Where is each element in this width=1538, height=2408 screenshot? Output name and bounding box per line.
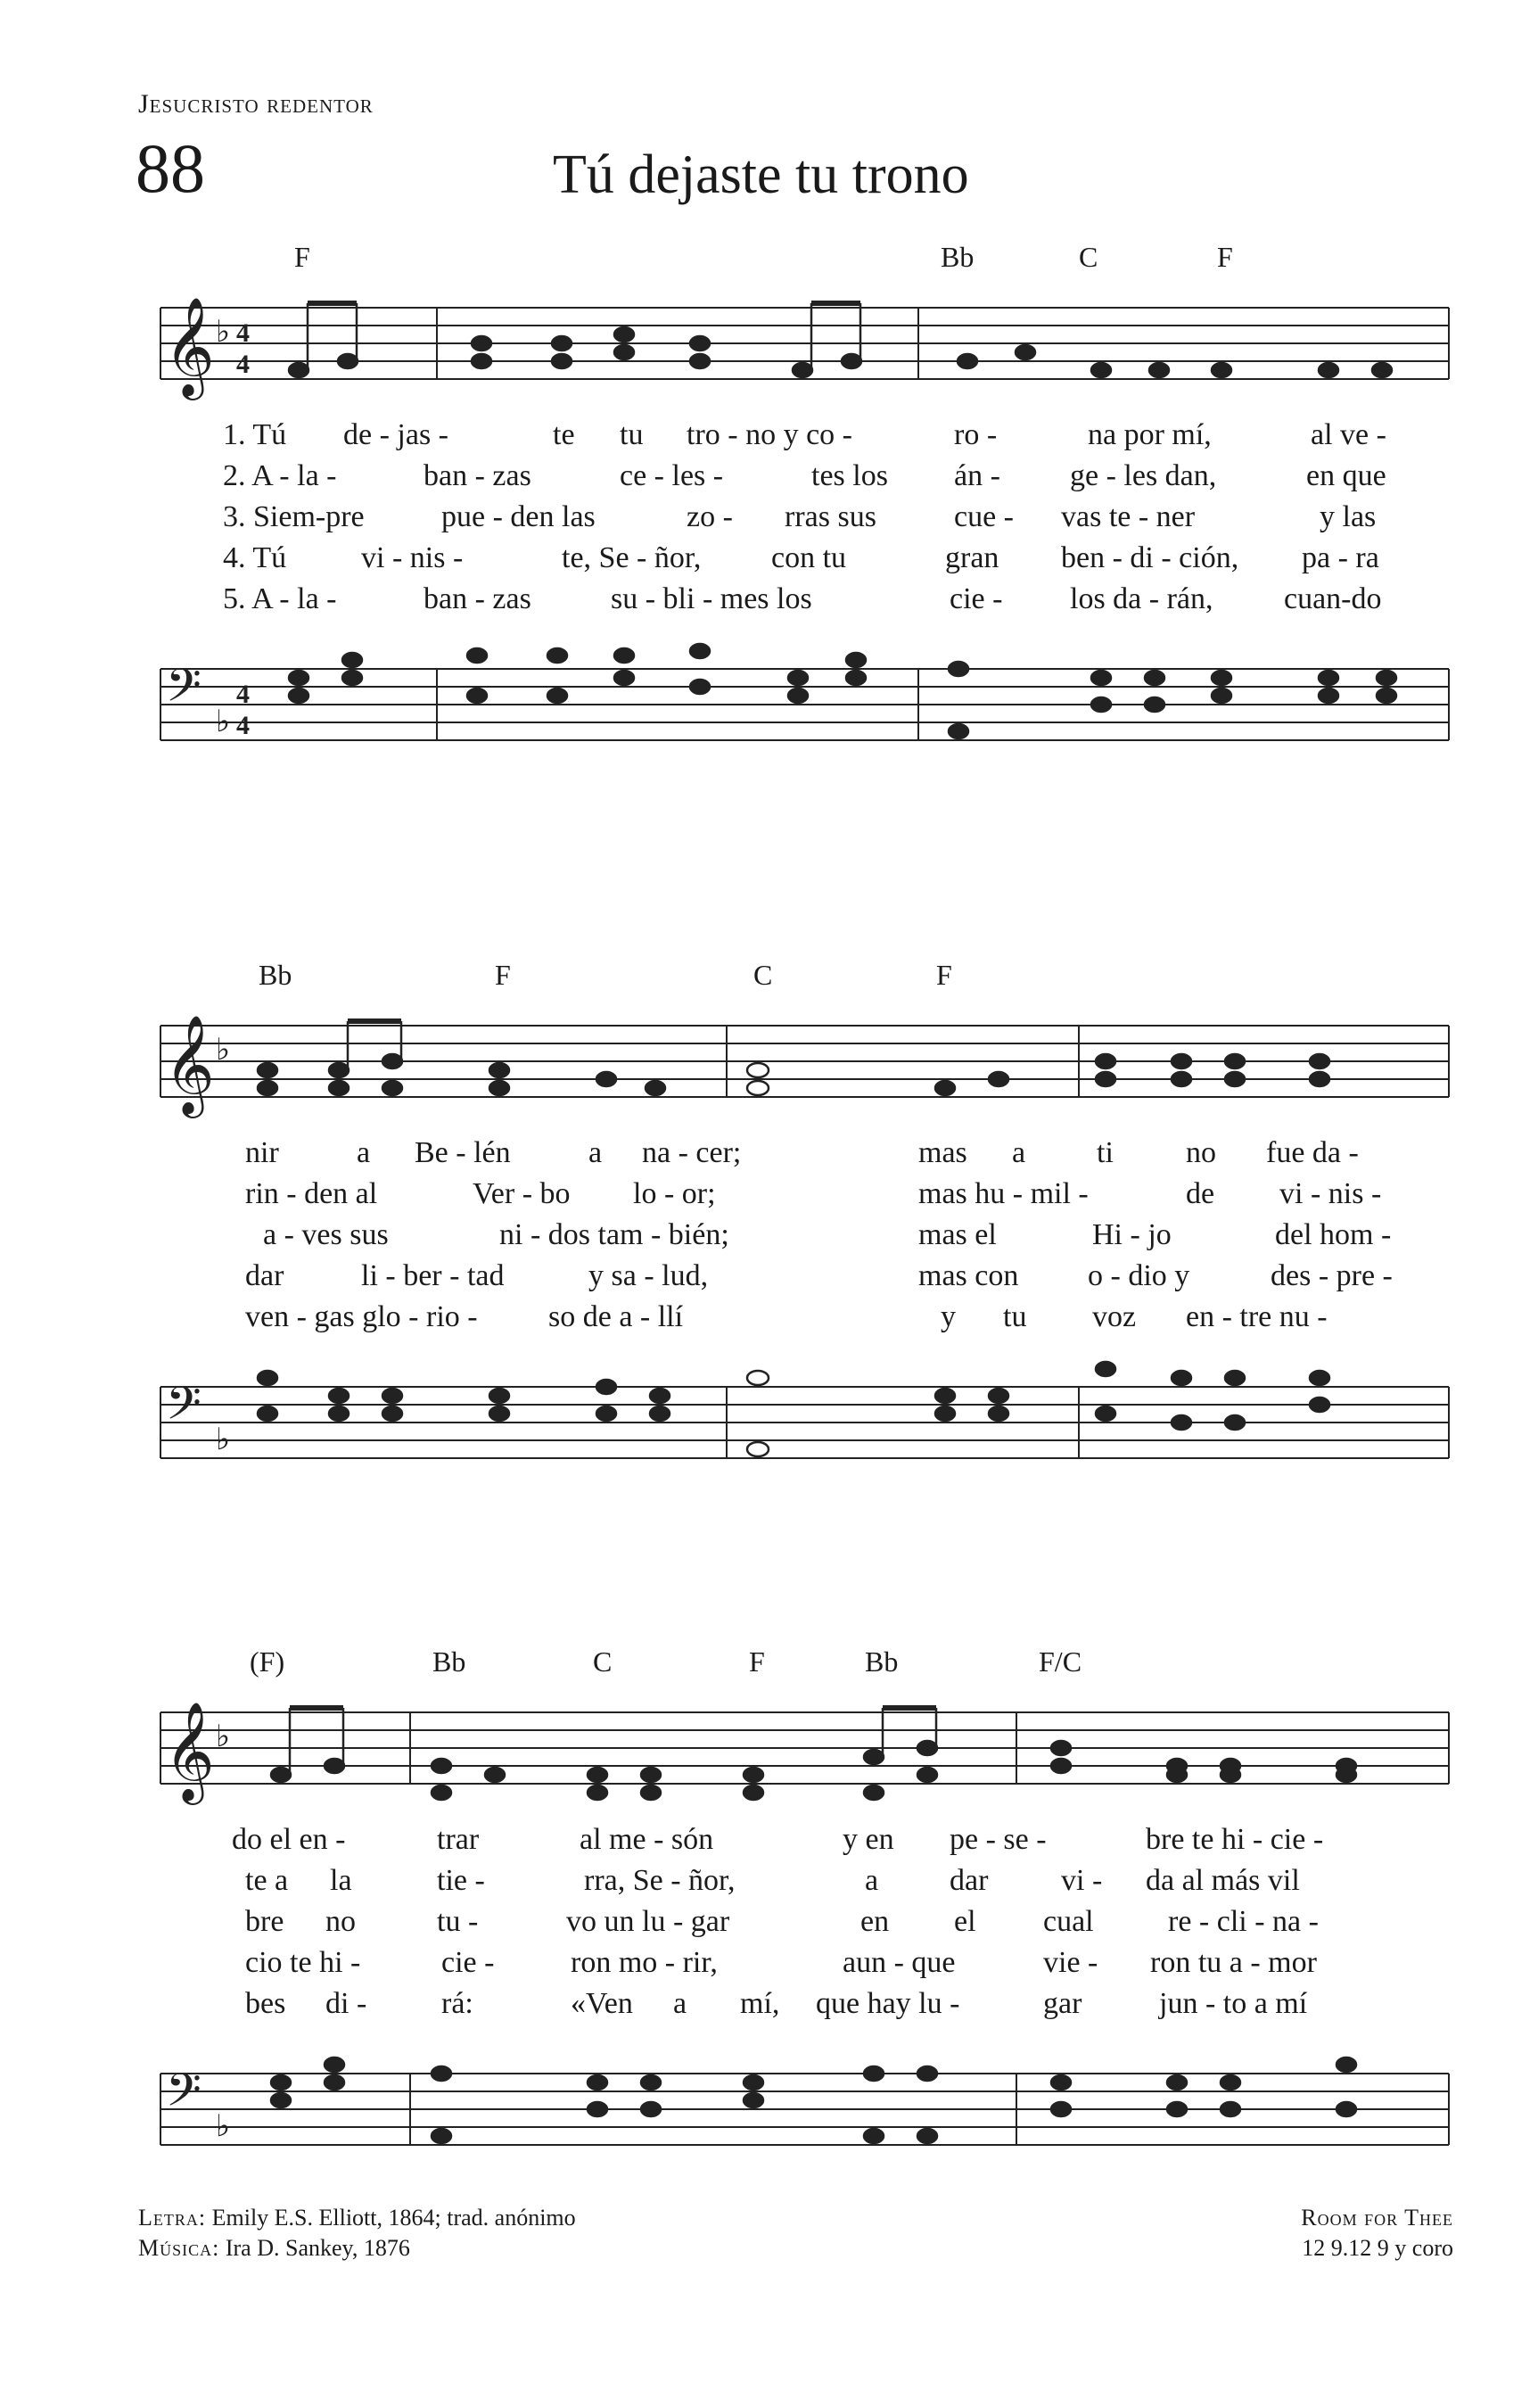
lyric-line-verse-3 bbox=[134, 1901, 1453, 1942]
treble-staff bbox=[134, 1695, 1453, 1810]
lyric-syllable: án - bbox=[954, 459, 1000, 492]
lyric-syllable: en bbox=[860, 1905, 890, 1938]
lyrics-block bbox=[134, 1819, 1453, 2025]
svg-text:𝄞: 𝄞 bbox=[164, 1701, 215, 1801]
lyric-syllable: mí, bbox=[740, 1987, 780, 2020]
lyric-syllable: de - jas - bbox=[343, 418, 449, 451]
chord-symbol: F bbox=[936, 959, 952, 991]
lyric-syllable: a bbox=[865, 1864, 879, 1897]
lyric-syllable: a bbox=[1012, 1136, 1026, 1169]
lyric-syllable: del hom - bbox=[1275, 1218, 1392, 1251]
lyric-syllable: la bbox=[330, 1864, 352, 1897]
lyric-syllable: tu bbox=[1003, 1300, 1027, 1333]
lyric-syllable: di - bbox=[325, 1987, 367, 2020]
lyrics-block bbox=[134, 1133, 1453, 1338]
treble-staff bbox=[134, 1008, 1453, 1124]
lyric-syllable: y en bbox=[843, 1823, 894, 1856]
lyric-syllable: su - bli - mes los bbox=[611, 582, 812, 615]
chord-symbol: C bbox=[593, 1645, 613, 1678]
lyric-syllable: jun - to a mí bbox=[1159, 1987, 1308, 2020]
svg-text:♭: ♭ bbox=[216, 1720, 231, 1753]
lyric-line-verse-3 bbox=[134, 497, 1453, 538]
lyric-line-verse-5 bbox=[134, 1983, 1453, 2025]
svg-text:♭: ♭ bbox=[216, 2110, 231, 2143]
music-credit: Ira D. Sankey, 1876 bbox=[225, 2235, 410, 2261]
svg-text:4: 4 bbox=[236, 350, 250, 379]
chord-symbol: C bbox=[753, 959, 773, 991]
lyric-syllable: rá: bbox=[441, 1987, 473, 2020]
lyric-syllable: aun - que bbox=[843, 1946, 956, 1979]
lyric-line-verse-4 bbox=[134, 1256, 1453, 1297]
lyric-syllable: li - ber - tad bbox=[361, 1259, 505, 1292]
lyric-syllable: rras sus bbox=[785, 500, 876, 533]
lyric-syllable: tes los bbox=[811, 459, 888, 492]
chord-symbol: F bbox=[294, 241, 310, 273]
bass-staff bbox=[134, 651, 1453, 767]
lyric-syllable: te bbox=[553, 418, 575, 451]
svg-text:𝄞: 𝄞 bbox=[164, 1014, 215, 1114]
lyric-syllable: lo - or; bbox=[633, 1177, 716, 1210]
credits bbox=[138, 2203, 576, 2264]
hymn-title: Tú dejaste tu trono bbox=[553, 144, 969, 205]
lyric-line-verse-1 bbox=[134, 415, 1453, 456]
chord-symbols bbox=[134, 959, 1453, 994]
lyric-syllable: tro - no y co - bbox=[687, 418, 853, 451]
svg-text:4: 4 bbox=[236, 680, 250, 709]
lyric-syllable: so de a - llí bbox=[548, 1300, 684, 1333]
lyric-syllable: cue - bbox=[954, 500, 1015, 533]
lyric-syllable: en que bbox=[1306, 459, 1386, 492]
chord-symbol: Bb bbox=[259, 959, 292, 991]
lyric-syllable: trar bbox=[437, 1823, 480, 1856]
lyric-syllable: na por mí, bbox=[1088, 418, 1212, 451]
lyric-syllable: no bbox=[325, 1905, 356, 1938]
music-system-1 bbox=[134, 241, 1453, 794]
lyric-syllable: tu - bbox=[437, 1905, 479, 1938]
lyric-syllable: gran bbox=[945, 541, 999, 574]
chord-symbol: F bbox=[1217, 241, 1233, 273]
lyric-syllable: tie - bbox=[437, 1864, 485, 1897]
lyric-syllable: ti bbox=[1097, 1136, 1114, 1169]
lyric-line-verse-2 bbox=[134, 1860, 1453, 1901]
lyric-syllable: zo - bbox=[687, 500, 733, 533]
music-system-2 bbox=[134, 959, 1453, 1512]
text-credit-line bbox=[138, 2203, 576, 2233]
section-title: Jesucristo redentor bbox=[138, 89, 374, 119]
lyric-syllable: 1. Tú bbox=[223, 418, 287, 451]
lyric-syllable: vas te - ner bbox=[1061, 500, 1196, 533]
lyric-syllable: mas el bbox=[918, 1218, 997, 1251]
lyric-syllable: a - ves sus bbox=[263, 1218, 389, 1251]
lyric-syllable: cie - bbox=[950, 582, 1003, 615]
svg-text:♭: ♭ bbox=[216, 1034, 231, 1067]
lyric-syllable: y las bbox=[1320, 500, 1377, 533]
lyric-line-verse-3 bbox=[134, 1215, 1453, 1256]
lyric-syllable: re - cli - na - bbox=[1168, 1905, 1319, 1938]
lyric-syllable: cuan-do bbox=[1284, 582, 1382, 615]
svg-text:𝄢: 𝄢 bbox=[166, 2063, 202, 2128]
lyric-syllable: rra, Se - ñor, bbox=[584, 1864, 736, 1897]
chord-symbols bbox=[134, 241, 1453, 276]
lyric-syllable: o - dio y bbox=[1088, 1259, 1190, 1292]
chord-symbol: F bbox=[749, 1645, 765, 1678]
lyric-syllable: dar bbox=[245, 1259, 284, 1292]
lyric-syllable: gar bbox=[1043, 1987, 1082, 2020]
lyric-syllable: ron mo - rir, bbox=[571, 1946, 718, 1979]
lyric-syllable: que hay lu - bbox=[816, 1987, 960, 2020]
meter: 12 9.12 9 y coro bbox=[1302, 2235, 1453, 2261]
lyric-syllable: 4. Tú bbox=[223, 541, 287, 574]
lyric-syllable: ge - les dan, bbox=[1070, 459, 1217, 492]
chord-symbols bbox=[134, 1645, 1453, 1681]
svg-text:𝄞: 𝄞 bbox=[164, 296, 215, 396]
lyric-syllable: Hi - jo bbox=[1092, 1218, 1172, 1251]
lyric-line-verse-1 bbox=[134, 1133, 1453, 1174]
lyric-syllable: te a bbox=[245, 1864, 289, 1897]
lyric-syllable: ben - di - ción, bbox=[1061, 541, 1239, 574]
lyric-syllable: cual bbox=[1043, 1905, 1094, 1938]
lyric-syllable: «Ven bbox=[571, 1987, 633, 2020]
lyrics-block bbox=[134, 415, 1453, 620]
hymn-number: 88 bbox=[136, 129, 205, 207]
lyric-syllable: na - cer; bbox=[642, 1136, 742, 1169]
lyric-syllable: Be - lén bbox=[415, 1136, 511, 1169]
lyric-line-verse-1 bbox=[134, 1819, 1453, 1860]
lyric-syllable: rin - den al bbox=[245, 1177, 378, 1210]
music-credit-line bbox=[138, 2233, 576, 2264]
svg-text:4: 4 bbox=[236, 318, 250, 348]
text-credit: Emily E.S. Elliott, 1864; trad. anónimo bbox=[211, 2205, 576, 2231]
lyric-syllable: a bbox=[357, 1136, 371, 1169]
lyric-syllable: ni - dos tam - bién; bbox=[499, 1218, 729, 1251]
lyric-syllable: de bbox=[1186, 1177, 1215, 1210]
lyric-syllable: vi - bbox=[1061, 1864, 1103, 1897]
lyric-syllable: con tu bbox=[771, 541, 847, 574]
lyric-syllable: vo un lu - gar bbox=[566, 1905, 730, 1938]
lyric-syllable: bre bbox=[245, 1905, 284, 1938]
svg-text:♭: ♭ bbox=[216, 1423, 231, 1456]
lyric-syllable: 5. A - la - bbox=[223, 582, 337, 615]
lyric-syllable: do el en - bbox=[232, 1823, 346, 1856]
lyric-syllable: Ver - bo bbox=[473, 1177, 571, 1210]
lyric-syllable: pa - ra bbox=[1302, 541, 1379, 574]
lyric-line-verse-2 bbox=[134, 456, 1453, 497]
lyric-syllable: nir bbox=[245, 1136, 279, 1169]
lyric-syllable: vie - bbox=[1043, 1946, 1098, 1979]
lyric-syllable: los da - rán, bbox=[1070, 582, 1213, 615]
lyric-syllable: cio te hi - bbox=[245, 1946, 361, 1979]
lyric-syllable: cie - bbox=[441, 1946, 495, 1979]
lyric-syllable: no bbox=[1186, 1136, 1216, 1169]
lyric-syllable: vi - nis - bbox=[1279, 1177, 1382, 1210]
lyric-line-verse-2 bbox=[134, 1174, 1453, 1215]
chord-symbol: Bb bbox=[432, 1645, 466, 1678]
lyric-line-verse-4 bbox=[134, 538, 1453, 579]
chord-symbol: F bbox=[495, 959, 511, 991]
lyric-syllable: tu bbox=[620, 418, 644, 451]
lyric-syllable: te, Se - ñor, bbox=[562, 541, 702, 574]
treble-staff bbox=[134, 290, 1453, 406]
chord-symbol: Bb bbox=[941, 241, 975, 273]
chord-symbol: Bb bbox=[865, 1645, 899, 1678]
lyric-syllable: pe - se - bbox=[950, 1823, 1047, 1856]
lyric-syllable: a bbox=[673, 1987, 687, 2020]
bass-staff bbox=[134, 1369, 1453, 1485]
tune-info bbox=[1301, 2203, 1453, 2264]
svg-text:𝄢: 𝄢 bbox=[166, 658, 202, 723]
lyric-line-verse-4 bbox=[134, 1942, 1453, 1983]
lyric-syllable: ro - bbox=[954, 418, 998, 451]
lyric-syllable: en - tre nu - bbox=[1186, 1300, 1328, 1333]
svg-text:♭: ♭ bbox=[216, 316, 231, 349]
lyric-syllable: bre te hi - cie - bbox=[1146, 1823, 1324, 1856]
lyric-syllable: voz bbox=[1092, 1300, 1137, 1333]
lyric-syllable: a bbox=[588, 1136, 603, 1169]
svg-text:♭: ♭ bbox=[216, 705, 231, 738]
lyric-syllable: ban - zas bbox=[424, 582, 531, 615]
lyric-syllable: mas bbox=[918, 1136, 967, 1169]
lyric-syllable: al me - són bbox=[580, 1823, 714, 1856]
lyric-syllable: ron tu a - mor bbox=[1150, 1946, 1317, 1979]
lyric-line-verse-5 bbox=[134, 579, 1453, 620]
lyric-syllable: da al más vil bbox=[1146, 1864, 1300, 1897]
music-credit-label: Música: bbox=[138, 2235, 220, 2261]
lyric-syllable: 3. Siem-pre bbox=[223, 500, 365, 533]
lyric-line-verse-5 bbox=[134, 1297, 1453, 1338]
text-credit-label: Letra: bbox=[138, 2205, 207, 2231]
lyric-syllable: des - pre - bbox=[1271, 1259, 1393, 1292]
lyric-syllable: ven - gas glo - rio - bbox=[245, 1300, 478, 1333]
lyric-syllable: fue da - bbox=[1266, 1136, 1359, 1169]
lyric-syllable: vi - nis - bbox=[361, 541, 464, 574]
lyric-syllable: y bbox=[941, 1300, 956, 1333]
lyric-syllable: ban - zas bbox=[424, 459, 531, 492]
svg-text:𝄢: 𝄢 bbox=[166, 1376, 202, 1441]
lyric-syllable: bes bbox=[245, 1987, 286, 2020]
lyric-syllable: mas con bbox=[918, 1259, 1019, 1292]
lyric-syllable: y sa - lud, bbox=[588, 1259, 709, 1292]
lyric-syllable: 2. A - la - bbox=[223, 459, 337, 492]
svg-text:4: 4 bbox=[236, 711, 250, 740]
lyric-syllable: mas hu - mil - bbox=[918, 1177, 1089, 1210]
bass-staff bbox=[134, 2056, 1453, 2172]
lyric-syllable: ce - les - bbox=[620, 459, 724, 492]
tune-name: Room for Thee bbox=[1301, 2205, 1453, 2231]
chord-symbol: (F) bbox=[250, 1645, 285, 1678]
lyric-syllable: pue - den las bbox=[441, 500, 596, 533]
chord-symbol: F/C bbox=[1039, 1645, 1082, 1678]
chord-symbol: C bbox=[1079, 241, 1098, 273]
lyric-syllable: dar bbox=[950, 1864, 989, 1897]
lyric-syllable: el bbox=[954, 1905, 976, 1938]
lyric-syllable: al ve - bbox=[1311, 418, 1386, 451]
music-system-3 bbox=[134, 1645, 1453, 2181]
